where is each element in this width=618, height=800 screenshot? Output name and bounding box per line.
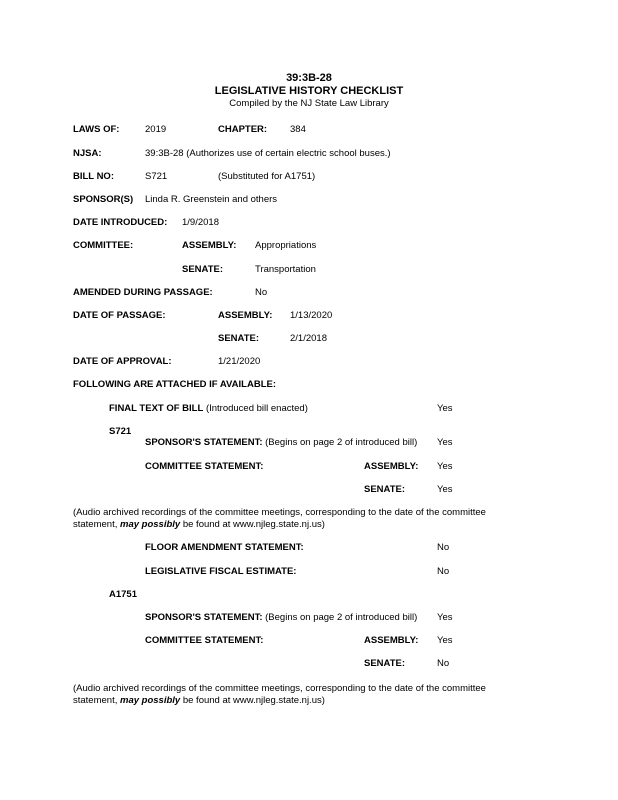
a1751-cs-senate-label: SENATE: <box>364 658 405 669</box>
a1751-sponsor-statement-label: SPONSOR'S STATEMENT: <box>145 612 263 623</box>
bill-no-substitution: (Substituted for A1751) <box>218 171 316 182</box>
a1751-committee-statement-label: COMMITTEE STATEMENT: <box>145 635 264 646</box>
chapter-label: CHAPTER: <box>218 124 268 135</box>
committee-senate-label: SENATE: <box>182 264 223 275</box>
date-of-approval-value: 1/21/2020 <box>218 356 261 367</box>
sponsors-value: Linda R. Greenstein and others <box>145 194 278 205</box>
a1751-sponsor-statement-note: (Begins on page 2 of introduced bill) <box>265 612 418 623</box>
date-of-approval-label: DATE OF APPROVAL: <box>73 356 172 367</box>
s721-audio-note-emphasis: may possibly <box>120 518 181 530</box>
a1751-heading: A1751 <box>109 589 137 600</box>
laws-of-label: LAWS OF: <box>73 124 120 135</box>
a1751-audio-note <box>73 683 513 706</box>
a1751-cs-senate-value: No <box>437 658 450 669</box>
s721-cs-senate-value: Yes <box>437 484 453 495</box>
fiscal-estimate-value: No <box>437 566 450 577</box>
s721-audio-note-text: (Audio archived recordings of the committee meetings, corresponding to the date of the committee statement, <box>73 507 486 530</box>
s721-sponsor-statement-label: SPONSOR'S STATEMENT: <box>145 437 263 448</box>
compiled-by: Compiled by the NJ State Law Library <box>229 98 389 109</box>
floor-amendment-value: No <box>437 542 450 553</box>
s721-cs-senate-label: SENATE: <box>364 484 405 495</box>
sponsors-label: SPONSOR(S) <box>73 194 134 205</box>
s721-sponsor-statement-value: Yes <box>437 437 453 448</box>
a1751-audio-note-link-text: be found at www.njleg.state.nj.us) <box>182 694 325 706</box>
a1751-sponsor-statement-value: Yes <box>437 612 453 623</box>
s721-audio-note-link-text: be found at www.njleg.state.nj.us) <box>182 518 325 530</box>
committee-assembly-label: ASSEMBLY: <box>182 240 237 251</box>
passage-senate-value: 2/1/2018 <box>290 333 327 344</box>
laws-of-value: 2019 <box>145 124 167 135</box>
amended-value: No <box>255 287 268 298</box>
s721-audio-note <box>73 507 513 530</box>
s721-sponsor-statement-note: (Begins on page 2 of introduced bill) <box>265 437 418 448</box>
date-introduced-label: DATE INTRODUCED: <box>73 217 168 228</box>
njsa-label: NJSA: <box>73 148 102 159</box>
statute-code: 39:3B-28 <box>286 72 332 84</box>
s721-cs-assembly-value: Yes <box>437 461 453 472</box>
document-title: LEGISLATIVE HISTORY CHECKLIST <box>214 85 404 97</box>
final-text-row <box>109 403 308 415</box>
a1751-audio-note-emphasis: may possibly <box>120 694 181 706</box>
date-introduced-value: 1/9/2018 <box>182 217 219 228</box>
s721-committee-statement-label: COMMITTEE STATEMENT: <box>145 461 264 472</box>
committee-label: COMMITTEE: <box>73 240 134 251</box>
fiscal-estimate-label: LEGISLATIVE FISCAL ESTIMATE: <box>145 566 297 577</box>
a1751-cs-assembly-label: ASSEMBLY: <box>364 635 419 646</box>
committee-senate-value: Transportation <box>255 264 316 275</box>
a1751-cs-assembly-value: Yes <box>437 635 453 646</box>
final-text-note: (Introduced bill enacted) <box>205 403 308 414</box>
passage-assembly-value: 1/13/2020 <box>290 310 333 321</box>
chapter-value: 384 <box>290 124 306 135</box>
final-text-label: FINAL TEXT OF BILL <box>109 403 204 414</box>
floor-amendment-label: FLOOR AMENDMENT STATEMENT: <box>145 542 304 553</box>
bill-no-value: S721 <box>145 171 168 182</box>
amended-label: AMENDED DURING PASSAGE: <box>73 287 213 298</box>
a1751-sponsor-statement-row <box>145 612 417 624</box>
bill-no-label: BILL NO: <box>73 171 114 182</box>
s721-sponsor-statement-row <box>145 437 417 449</box>
date-of-passage-label: DATE OF PASSAGE: <box>73 310 166 321</box>
committee-assembly-value: Appropriations <box>255 240 317 251</box>
passage-senate-label: SENATE: <box>218 333 259 344</box>
passage-assembly-label: ASSEMBLY: <box>218 310 273 321</box>
s721-heading: S721 <box>109 426 132 437</box>
a1751-audio-note-text: (Audio archived recordings of the committee meetings, corresponding to the date of the committee statement, <box>73 683 486 706</box>
s721-cs-assembly-label: ASSEMBLY: <box>364 461 419 472</box>
njsa-value: 39:3B-28 (Authorizes use of certain electric school buses.) <box>145 148 391 159</box>
final-text-value: Yes <box>437 403 453 414</box>
attached-heading: FOLLOWING ARE ATTACHED IF AVAILABLE: <box>73 379 276 390</box>
